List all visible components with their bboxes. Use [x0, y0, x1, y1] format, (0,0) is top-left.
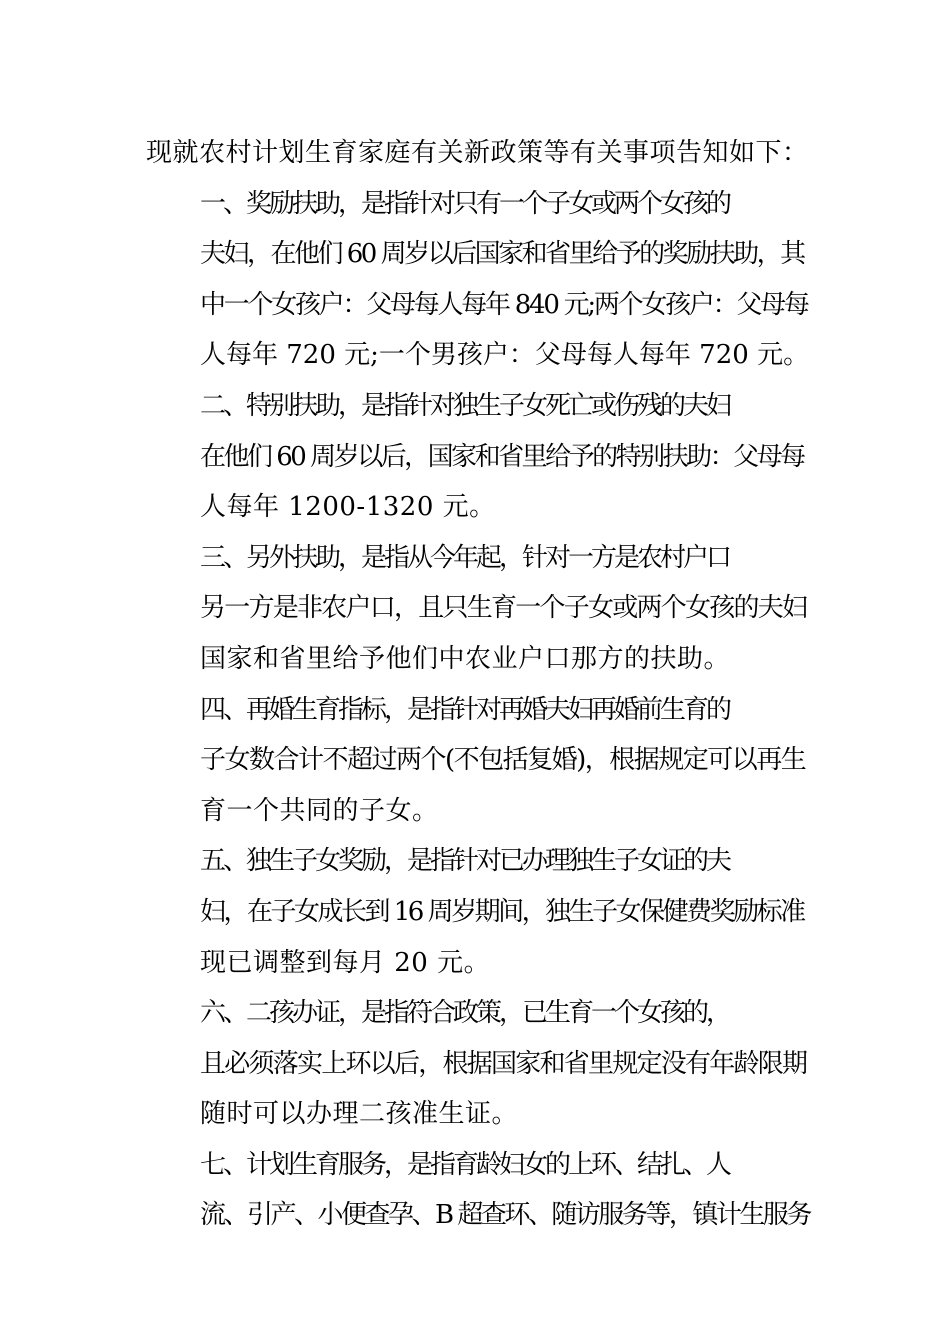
text-line: 在他们 60 周岁以后，国家和省里给予的特别扶助：父母每 — [200, 441, 804, 472]
text-line: 妇，在子女成长到 16 周岁期间，独生子女保健费奖励标准 — [200, 896, 804, 927]
text-line: 七、计划生育服务，是指育龄妇女的上环、结扎、人 — [200, 1149, 730, 1180]
paragraph-family-planning-services — [146, 1140, 810, 1241]
text-line: 另一方是非农户口，且只生育一个子女或两个女孩的夫妇 — [200, 593, 807, 624]
text-line: 六、二孩办证，是指符合政策，已生育一个女孩的， — [200, 998, 730, 1029]
text-line: 随时可以办理二孩准生证。 — [200, 1099, 519, 1130]
text-line: 中一个女孩户：父母每人每年 840 元;两个女孩户：父母每 — [200, 289, 808, 320]
text-line: 五、独生子女奖励，是指针对已办理独生子女证的夫 — [200, 846, 730, 877]
text-line: 且必须落实上环以后，根据国家和省里规定没有年龄限期 — [200, 1048, 807, 1079]
text-line: 现就农村计划生育家庭有关新政策等有关事项告知如下： — [146, 138, 809, 168]
text-line: 育一个共同的子女。 — [200, 795, 439, 826]
text-line: 人每年 720 元;一个男孩户：父母每人每年 720 元。 — [200, 340, 810, 371]
paragraph-additional-assistance — [146, 533, 810, 685]
text-line: 二、特别扶助，是指针对独生子女死亡或伤残的夫妇 — [200, 390, 730, 421]
paragraph-only-child-reward — [146, 836, 810, 988]
text-line: 四、再婚生育指标，是指针对再婚夫妇再婚前生育的 — [200, 694, 730, 725]
text-line: 三、另外扶助，是指从今年起，针对一方是农村户口 — [200, 542, 730, 573]
text-line: 子女数合计不超过两个(不包括复婚)，根据规定可以再生 — [200, 745, 806, 776]
text-line: 夫妇，在他们 60 周岁以后国家和省里给予的奖励扶助，其 — [200, 239, 804, 270]
paragraph-reward-assistance — [146, 179, 810, 381]
text-line: 一、奖励扶助，是指针对只有一个子女或两个女孩的 — [200, 188, 730, 219]
text-line: 人每年 1200-1320 元。 — [200, 492, 496, 523]
text-line: 流、引产、小便查孕、B 超查环、随访服务等，镇计生服务 — [200, 1200, 810, 1231]
paragraph-remarriage-quota — [146, 685, 810, 837]
paragraph-special-assistance — [146, 381, 810, 533]
text-line: 国家和省里给予他们中农业户口那方的扶助。 — [200, 643, 731, 674]
paragraph-intro — [146, 128, 810, 179]
text-line: 现已调整到每月 20 元。 — [200, 947, 491, 978]
paragraph-second-child-permit — [146, 988, 810, 1140]
document-body — [146, 128, 810, 1241]
